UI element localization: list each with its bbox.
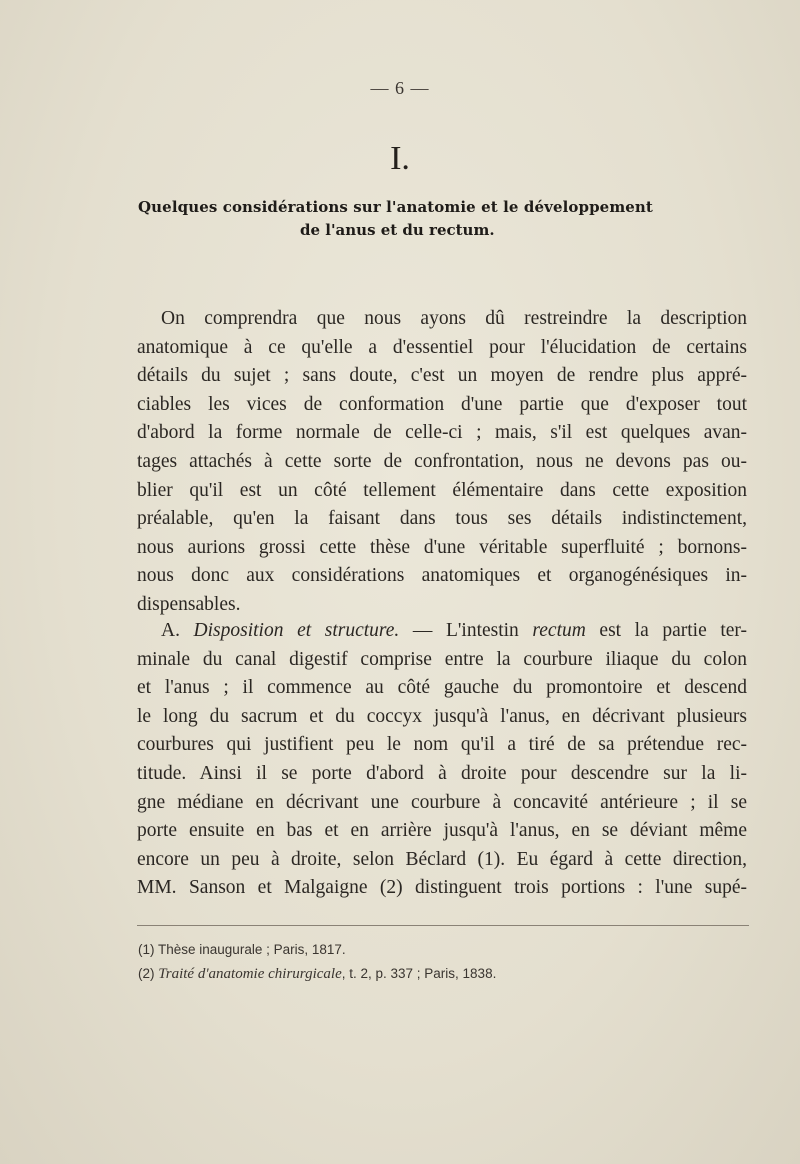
text-line: courbures qui justifient peu le nom qu'il a tiré de sa prétendue rec- <box>137 734 747 756</box>
term-rectum: rectum <box>532 620 586 641</box>
first-line-tail: est la partie ter- <box>585 620 747 641</box>
text-line: ciables les vices de conformation d'une partie que d'exposer tout <box>137 393 747 415</box>
footnotes <box>138 938 496 986</box>
text-line: porte ensuite en bas et en arrière jusqu'à l'anus, en se déviant même <box>137 820 747 842</box>
footnote-2 <box>138 962 496 986</box>
text-line: titude. Ainsi il se porte d'abord à droite pour descendre sur la li- <box>137 762 747 784</box>
paragraph-disposition <box>137 617 747 903</box>
text-line: d'abord la forme normale de celle-ci ; mais, s'il est quelques avan- <box>137 422 747 444</box>
text-line: nous donc aux considérations anatomiques et organogénésiques in- <box>137 565 747 587</box>
text-line: préalable, qu'en la faisant dans tous ses détails indistinctement, <box>137 508 747 530</box>
text-line: On comprendra que nous ayons dû restreindre la description <box>161 308 747 329</box>
text-line: anatomique à ce qu'elle a d'essentiel pour l'élucidation de certains <box>137 336 747 358</box>
text-line: tages attachés à cette sorte de confrontation, nous ne devons pas ou- <box>137 450 747 472</box>
footnote-divider <box>137 925 749 926</box>
footnote-1: (1) Thèse inaugurale ; Paris, 1817. <box>138 942 346 957</box>
footnote-2-rest: , t. 2, p. 337 ; Paris, 1838. <box>341 966 497 981</box>
text-line: blier qu'il est un côté tellement élémentaire dans cette exposition <box>137 479 747 501</box>
text-line: et l'anus ; il commence au côté gauche du promontoire et descend <box>137 677 747 699</box>
paragraph-intro <box>137 305 747 620</box>
text-line: détails du sujet ; sans doute, c'est un moyen de rendre plus appré- <box>137 365 747 387</box>
section-label-prefix: A. <box>161 620 194 641</box>
text-line: nous aurions grossi cette thèse d'une véritable superfluité ; bornons- <box>137 536 747 558</box>
section-number: I. <box>390 140 410 177</box>
text-line: le long du sacrum et du coccyx jusqu'à l'anus, en décrivant plusieurs <box>137 705 747 727</box>
footnote-2-prefix: (2) <box>138 966 159 981</box>
text-line: gne médiane en décrivant une courbure à concavité antérieure ; il se <box>137 791 747 813</box>
first-line-rest: — L'intestin <box>399 620 533 641</box>
text-line-first <box>137 617 747 646</box>
text-line: MM. Sanson et Malgaigne (2) distinguent trois portions : l'une supé- <box>137 877 747 899</box>
heading-line-1: Quelques considérations sur l'anatomie et le développement <box>138 198 653 216</box>
section-heading <box>138 196 778 242</box>
text-line: minale du canal digestif comprise entre la courbure iliaque du colon <box>137 648 747 670</box>
text-line: encore un peu à droite, selon Béclard (1). Eu égard à cette direction, <box>137 848 747 870</box>
section-label-italic: Disposition et structure. <box>193 620 400 641</box>
text-line: dispensables. <box>137 593 241 615</box>
footnote-2-title: Traité d'anatomie chirurgicale <box>158 966 342 982</box>
page-number: — 6 — <box>370 78 430 98</box>
heading-line-2: de l'anus et du rectum. <box>300 221 495 239</box>
